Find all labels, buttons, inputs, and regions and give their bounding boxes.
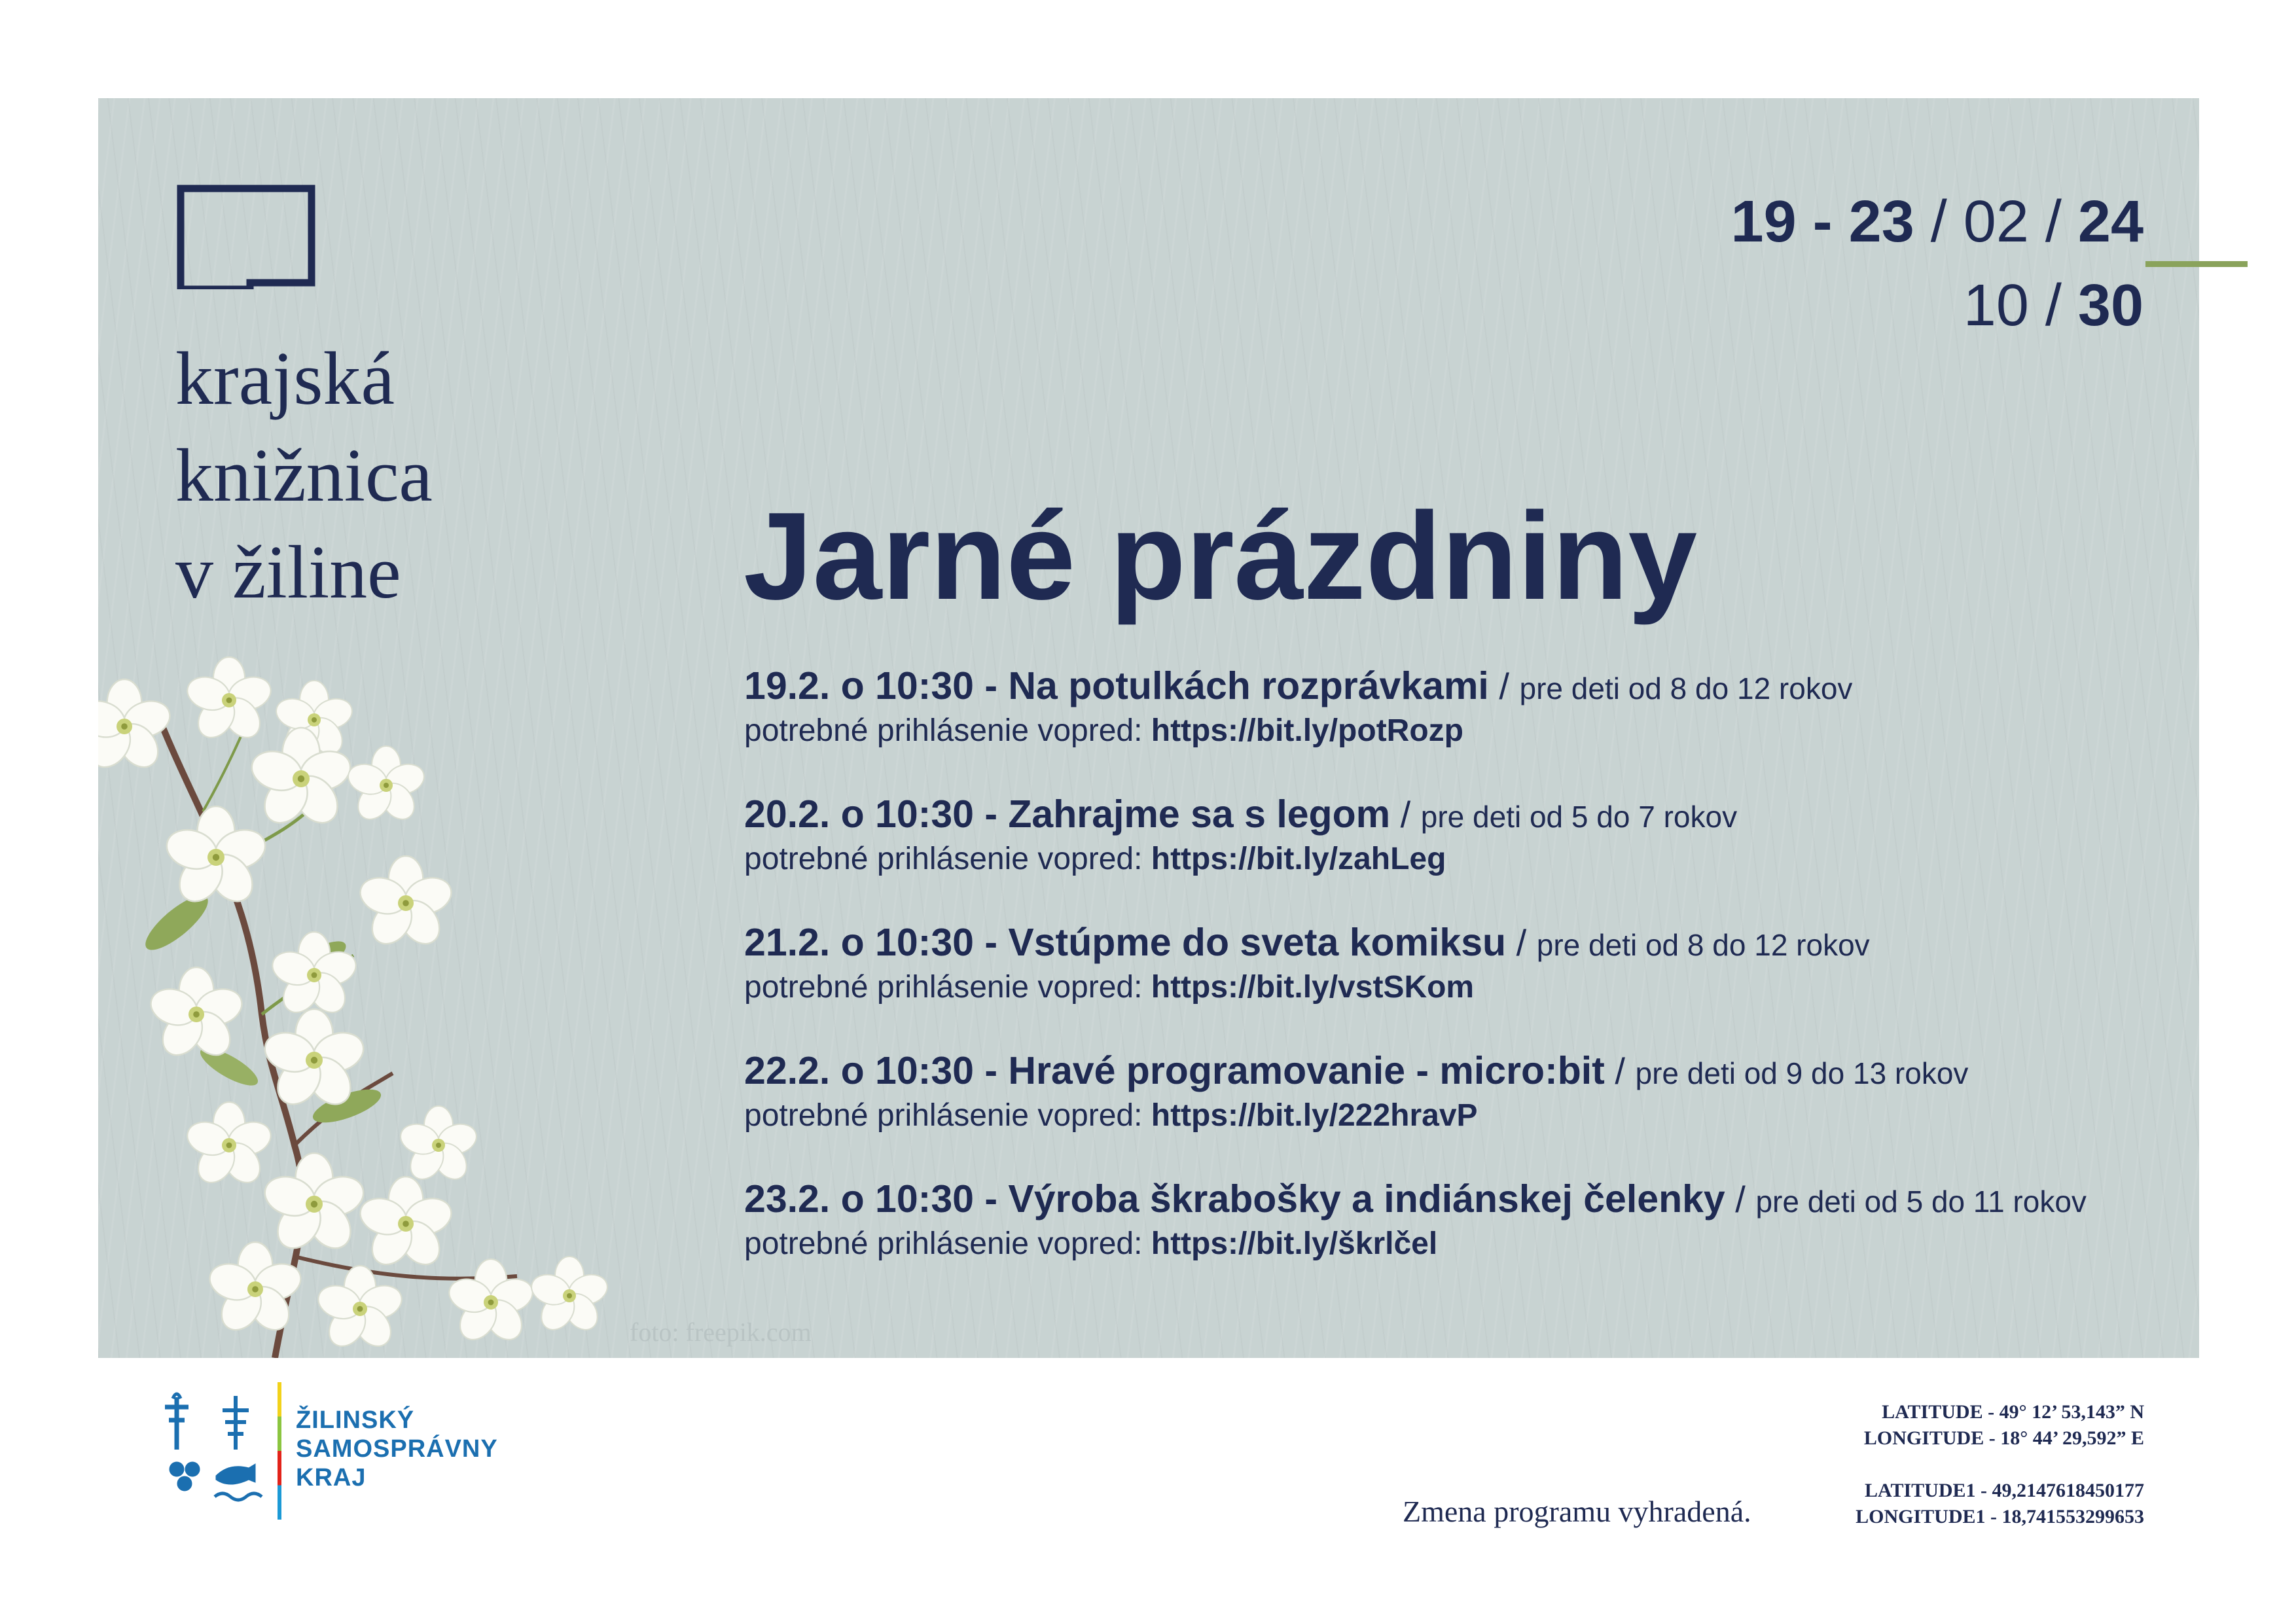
library-name bbox=[175, 330, 433, 621]
photo-credit: foto: freepik.com bbox=[630, 1317, 812, 1347]
event-title: 21.2. o 10:30 - Vstúpme do sveta komiksu bbox=[744, 921, 1507, 964]
registration-link[interactable]: https://bit.ly/222hravP bbox=[1151, 1098, 1478, 1133]
registration-link[interactable]: https://bit.ly/vstSKom bbox=[1151, 970, 1475, 1005]
age-separator: / bbox=[2028, 273, 2078, 338]
date-separator: / bbox=[1914, 189, 1964, 255]
library-name-line-1: krajská bbox=[175, 337, 395, 421]
month: 02 bbox=[1963, 189, 2029, 255]
event-age-group: pre deti od 5 do 11 rokov bbox=[1755, 1185, 2087, 1219]
age-to: 30 bbox=[2077, 273, 2144, 338]
date-block bbox=[1731, 187, 2144, 341]
end-day: 23 bbox=[1848, 189, 1914, 255]
cherry-blossom-branch-illustration bbox=[98, 648, 622, 1358]
registration-label: potrebné prihlásenie vopred: bbox=[744, 842, 1151, 876]
region-name-line-1: ŽILINSKÝ bbox=[296, 1406, 415, 1434]
coord-gap bbox=[1856, 1452, 2144, 1478]
event-title: 19.2. o 10:30 - Na potulkách rozprávkami bbox=[744, 664, 1489, 707]
registration-label: potrebné prihlásenie vopred: bbox=[744, 713, 1151, 748]
age-from: 10 bbox=[1963, 273, 2029, 338]
latitude: LATITUDE - 49° 12’ 53,143” N bbox=[1882, 1401, 2144, 1423]
library-book-logo-icon bbox=[177, 185, 315, 289]
event-separator: / bbox=[1506, 922, 1537, 963]
event-separator: / bbox=[1390, 794, 1421, 835]
page-title: Jarné prázdniny bbox=[744, 487, 1698, 626]
library-name-line-3: v žiline bbox=[175, 531, 401, 615]
registration-label: potrebné prihlásenie vopred: bbox=[744, 1098, 1151, 1133]
event-age-group: pre deti od 5 do 7 rokov bbox=[1420, 800, 1738, 834]
region-name-line-3: KRAJ bbox=[296, 1464, 367, 1491]
event-title: 23.2. o 10:30 - Výroba škrabošky a indiánskej čelenky bbox=[744, 1177, 1725, 1221]
library-name-line-2: knižnica bbox=[175, 434, 433, 518]
longitude: LONGITUDE - 18° 44’ 29,592” E bbox=[1863, 1427, 2144, 1449]
start-day: 19 bbox=[1731, 189, 1797, 255]
age-range bbox=[1731, 270, 2144, 341]
date-dash: - bbox=[1796, 189, 1849, 255]
event-title: 22.2. o 10:30 - Hravé programovanie - micro:bit bbox=[744, 1049, 1605, 1092]
event-list bbox=[744, 663, 2151, 1304]
region-name bbox=[296, 1406, 498, 1492]
event-separator: / bbox=[1604, 1050, 1636, 1092]
event-age-group: pre deti od 9 do 13 rokov bbox=[1635, 1056, 1969, 1090]
event-item bbox=[744, 1048, 2151, 1176]
event-item bbox=[744, 919, 2151, 1048]
registration-link[interactable]: https://bit.ly/škrlčel bbox=[1151, 1226, 1438, 1261]
region-name-line-2: SAMOSPRÁVNY bbox=[296, 1435, 498, 1463]
date-separator: / bbox=[2028, 189, 2078, 255]
event-age-group: pre deti od 8 do 12 rokov bbox=[1536, 928, 1870, 962]
registration-link[interactable]: https://bit.ly/potRozp bbox=[1151, 713, 1463, 748]
event-separator: / bbox=[1488, 666, 1520, 707]
accent-divider bbox=[2145, 261, 2248, 267]
coordinates bbox=[1856, 1399, 2144, 1530]
region-color-bar bbox=[278, 1382, 281, 1520]
program-disclaimer: Zmena programu vyhradená. bbox=[1403, 1495, 1751, 1528]
year: 24 bbox=[2077, 189, 2144, 255]
longitude-decimal: LONGITUDE1 - 18,741553299653 bbox=[1856, 1506, 2144, 1527]
event-age-group: pre deti od 8 do 12 rokov bbox=[1519, 671, 1853, 705]
zilina-region-coat-of-arms-icon bbox=[157, 1378, 275, 1515]
event-title: 20.2. o 10:30 - Zahrajme sa s legom bbox=[744, 793, 1391, 836]
event-separator: / bbox=[1725, 1179, 1756, 1220]
event-item bbox=[744, 1176, 2151, 1304]
latitude-decimal: LATITUDE1 - 49,2147618450177 bbox=[1865, 1480, 2144, 1501]
registration-link[interactable]: https://bit.ly/zahLeg bbox=[1151, 842, 1446, 876]
event-item bbox=[744, 791, 2151, 919]
registration-label: potrebné prihlásenie vopred: bbox=[744, 1226, 1151, 1261]
registration-label: potrebné prihlásenie vopred: bbox=[744, 970, 1151, 1005]
date-range bbox=[1731, 187, 2144, 257]
event-item bbox=[744, 663, 2151, 791]
